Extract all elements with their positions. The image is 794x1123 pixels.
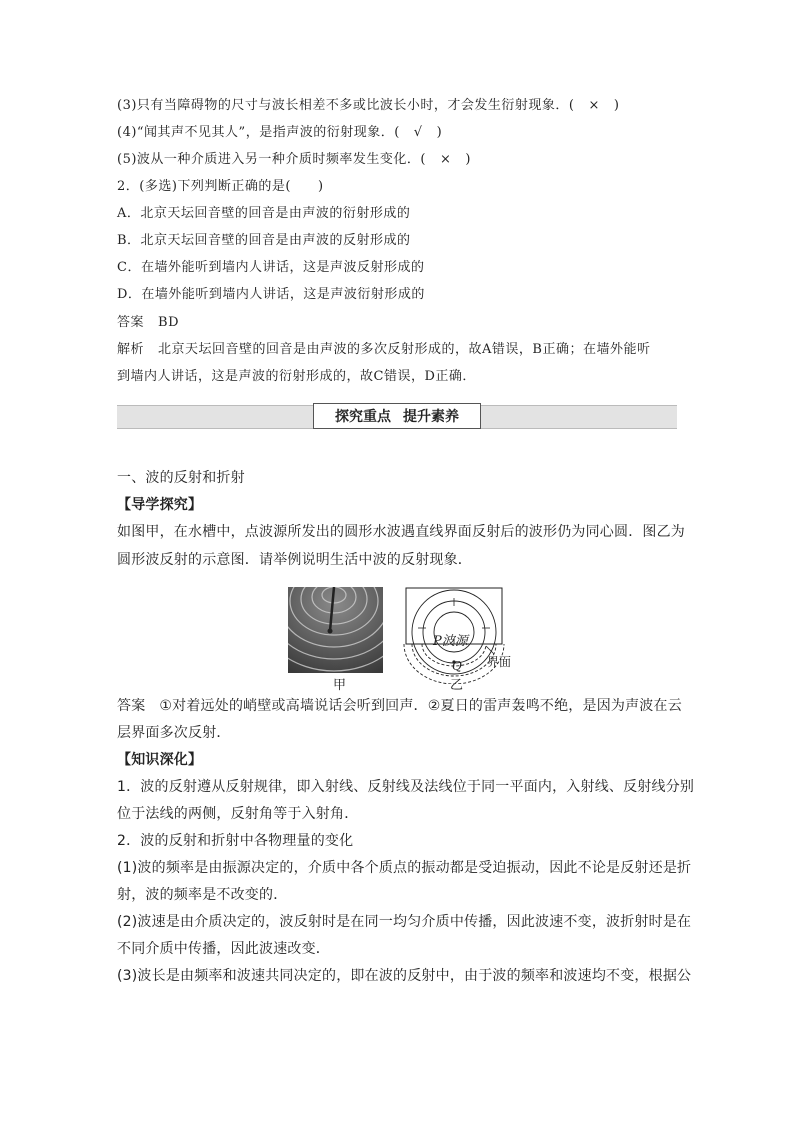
knowledge-line-2: 位于法线的两侧，反射角等于入射角． <box>117 806 359 822</box>
answer-row <box>117 314 179 332</box>
guide-line-2: 圆形波反射的示意图．请举例说明生活中波的反射现象． <box>117 552 472 568</box>
caption-b: 乙 <box>450 678 464 693</box>
judge-item-4-text: (4)“闻其声不见其人”，是指声波的衍射现象．( <box>117 125 400 140</box>
knowledge-line-5: 射，波的频率是不改变的． <box>117 887 288 903</box>
knowledge-line-6: (2)波速是由介质决定的，波反射时是在同一均匀介质中传播，因此波速不变，波折射时是在 <box>117 914 692 930</box>
judge-item-5-mark: × <box>440 152 452 167</box>
judge-item-5 <box>117 151 471 169</box>
guide-line-1: 如图甲，在水槽中，点波源所发出的圆形水波遇直线界面反射后的波形仍为同心圆．图乙为 <box>117 524 685 540</box>
judge-item-3-close: ) <box>613 98 620 113</box>
caption-a: 甲 <box>333 678 347 693</box>
heading-reflection: 一、波的反射和折射 <box>117 470 245 486</box>
label-interface: 界面 <box>487 655 512 669</box>
judge-item-5-close: ) <box>465 152 471 167</box>
judge-item-4-close: ) <box>436 125 443 140</box>
question-stem: 2．(多选)下列判断正确的是( ) <box>117 179 324 194</box>
answer2-label: 答案 <box>117 698 146 714</box>
option-b: B．北京天坛回音壁的回音是由声波的反射形成的 <box>117 233 411 248</box>
label-q: Q <box>452 659 462 673</box>
knowledge-label: 【知识深化】 <box>117 752 203 768</box>
judge-item-4 <box>117 124 442 142</box>
analysis-row <box>117 341 650 359</box>
section-banner-left: 探究重点 <box>335 409 391 425</box>
answer2-line-1: ①对着远处的峭壁或高墙说话会听到回声．②夏日的雷声轰鸣不绝，是因为声波在云 <box>159 698 682 714</box>
answer2-line-2: 层界面多次反射． <box>117 725 231 741</box>
option-d: D．在墙外能听到墙内人讲话，这是声波衍射形成的 <box>117 287 425 302</box>
judge-item-4-mark: √ <box>413 125 423 140</box>
guide-label: 【导学探究】 <box>117 497 203 513</box>
knowledge-line-3: 2．波的反射和折射中各物理量的变化 <box>117 833 354 849</box>
section-banner <box>313 403 481 429</box>
judge-item-3 <box>117 97 619 115</box>
judge-item-5-text: (5)波从一种介质进入另一种介质时频率发生变化．( <box>117 152 426 167</box>
section-banner-right: 提升素养 <box>403 409 459 425</box>
analysis-label: 解析 <box>117 342 145 357</box>
answer-label: 答案 <box>117 315 145 330</box>
option-a: A．北京天坛回音壁的回音是由声波的衍射形成的 <box>117 206 411 221</box>
option-c: C．在墙外能听到墙内人讲话，这是声波反射形成的 <box>117 260 425 275</box>
knowledge-line-8: (3)波长是由频率和波速共同决定的，即在波的反射中，由于波的频率和波速均不变，根据公 <box>117 968 692 984</box>
analysis-line-1: 北京天坛回音壁的回音是由声波的多次反射形成的，故A错误，B正确；在墙外能听 <box>158 342 651 357</box>
knowledge-line-7: 不同介质中传播，因此波速改变． <box>117 941 330 957</box>
knowledge-line-1: 1．波的反射遵从反射规律，即入射线、反射线及法线位于同一平面内，入射线、反射线分别 <box>117 779 695 795</box>
analysis-line-2: 到墙内人讲话，这是声波的衍射形成的，故C错误，D正确． <box>117 369 476 384</box>
judge-item-3-mark: × <box>588 98 600 113</box>
answer2-row <box>117 697 682 715</box>
knowledge-line-4: (1)波的频率是由振源决定的，介质中各个质点的振动都是受迫振动，因此不论是反射还是折 <box>117 860 692 876</box>
answer-value: BD <box>158 315 179 330</box>
judge-item-3-text: (3)只有当障碍物的尺寸与波长相差不多或比波长小时，才会发生衍射现象．( <box>117 98 575 113</box>
label-p-source: P波源 <box>433 634 468 649</box>
water-wave-photo <box>288 587 383 673</box>
